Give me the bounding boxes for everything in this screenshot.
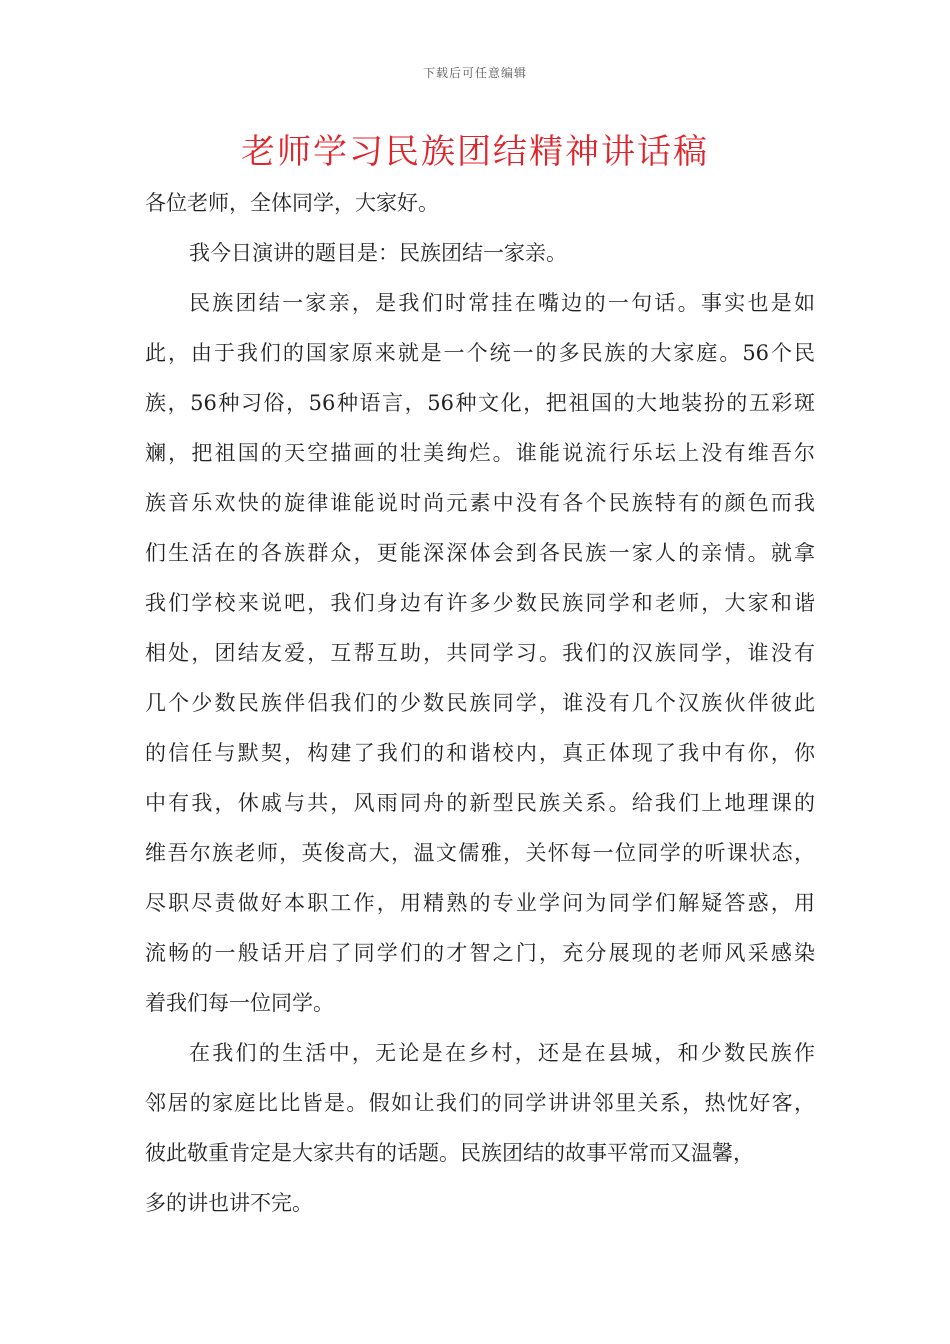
text-line: 维吾尔族老师，英俊高大，温文儒雅，关怀每一位同学的听课状态，	[145, 841, 815, 865]
text-line: 的信任与默契，构建了我们的和谐校内，真正体现了我中有你，你	[145, 741, 815, 765]
text-line: 此，由于我们的国家原来就是一个统一的多民族的大家庭。56个民	[145, 341, 815, 365]
document-title: 老师学习民族团结精神讲话稿	[241, 132, 709, 172]
text-line: 斓，把祖国的天空描画的壮美绚烂。谁能说流行乐坛上没有维吾尔	[145, 441, 815, 465]
text-line: 我今日演讲的题目是：民族团结一家亲。	[189, 241, 567, 265]
text-line: 族，56种习俗，56种语言，56种文化，把祖国的大地装扮的五彩斑	[145, 391, 815, 415]
text-line: 流畅的一般话开启了同学们的才智之门，充分展现的老师风采感染	[145, 941, 815, 965]
text-line: 着我们每一位同学。	[145, 991, 334, 1015]
text-line: 们生活在的各族群众，更能深深体会到各民族一家人的亲情。就拿	[145, 541, 815, 565]
text-line: 族音乐欢快的旋律谁能说时尚元素中没有各个民族特有的颜色而我	[145, 491, 815, 515]
text-line: 邻居的家庭比比皆是。假如让我们的同学讲讲邻里关系，热忱好客，	[145, 1091, 815, 1115]
text-line: 民族团结一家亲，是我们时常挂在嘴边的一句话。事实也是如	[189, 291, 815, 315]
text-line: 相处，团结友爱，互帮互助，共同学习。我们的汉族同学，谁没有	[145, 641, 815, 665]
document-body	[145, 178, 815, 1228]
text-line: 在我们的生活中，无论是在乡村，还是在县城，和少数民族作	[189, 1041, 815, 1065]
header-note: 下载后可任意编辑	[422, 66, 527, 80]
text-line: 彼此敬重肯定是大家共有的话题。民族团结的故事平常而又温馨，	[145, 1141, 754, 1165]
text-line: 多的讲也讲不完。	[145, 1191, 313, 1215]
text-line: 各位老师，全体同学，大家好。	[145, 191, 439, 215]
text-line: 我们学校来说吧，我们身边有许多少数民族同学和老师，大家和谐	[145, 591, 815, 615]
text-line: 尽职尽责做好本职工作，用精熟的专业学问为同学们解疑答惑，用	[145, 891, 815, 915]
text-line: 中有我，休戚与共，风雨同舟的新型民族关系。给我们上地理课的	[145, 791, 815, 815]
text-line: 几个少数民族伴侣我们的少数民族同学，谁没有几个汉族伙伴彼此	[145, 691, 815, 715]
